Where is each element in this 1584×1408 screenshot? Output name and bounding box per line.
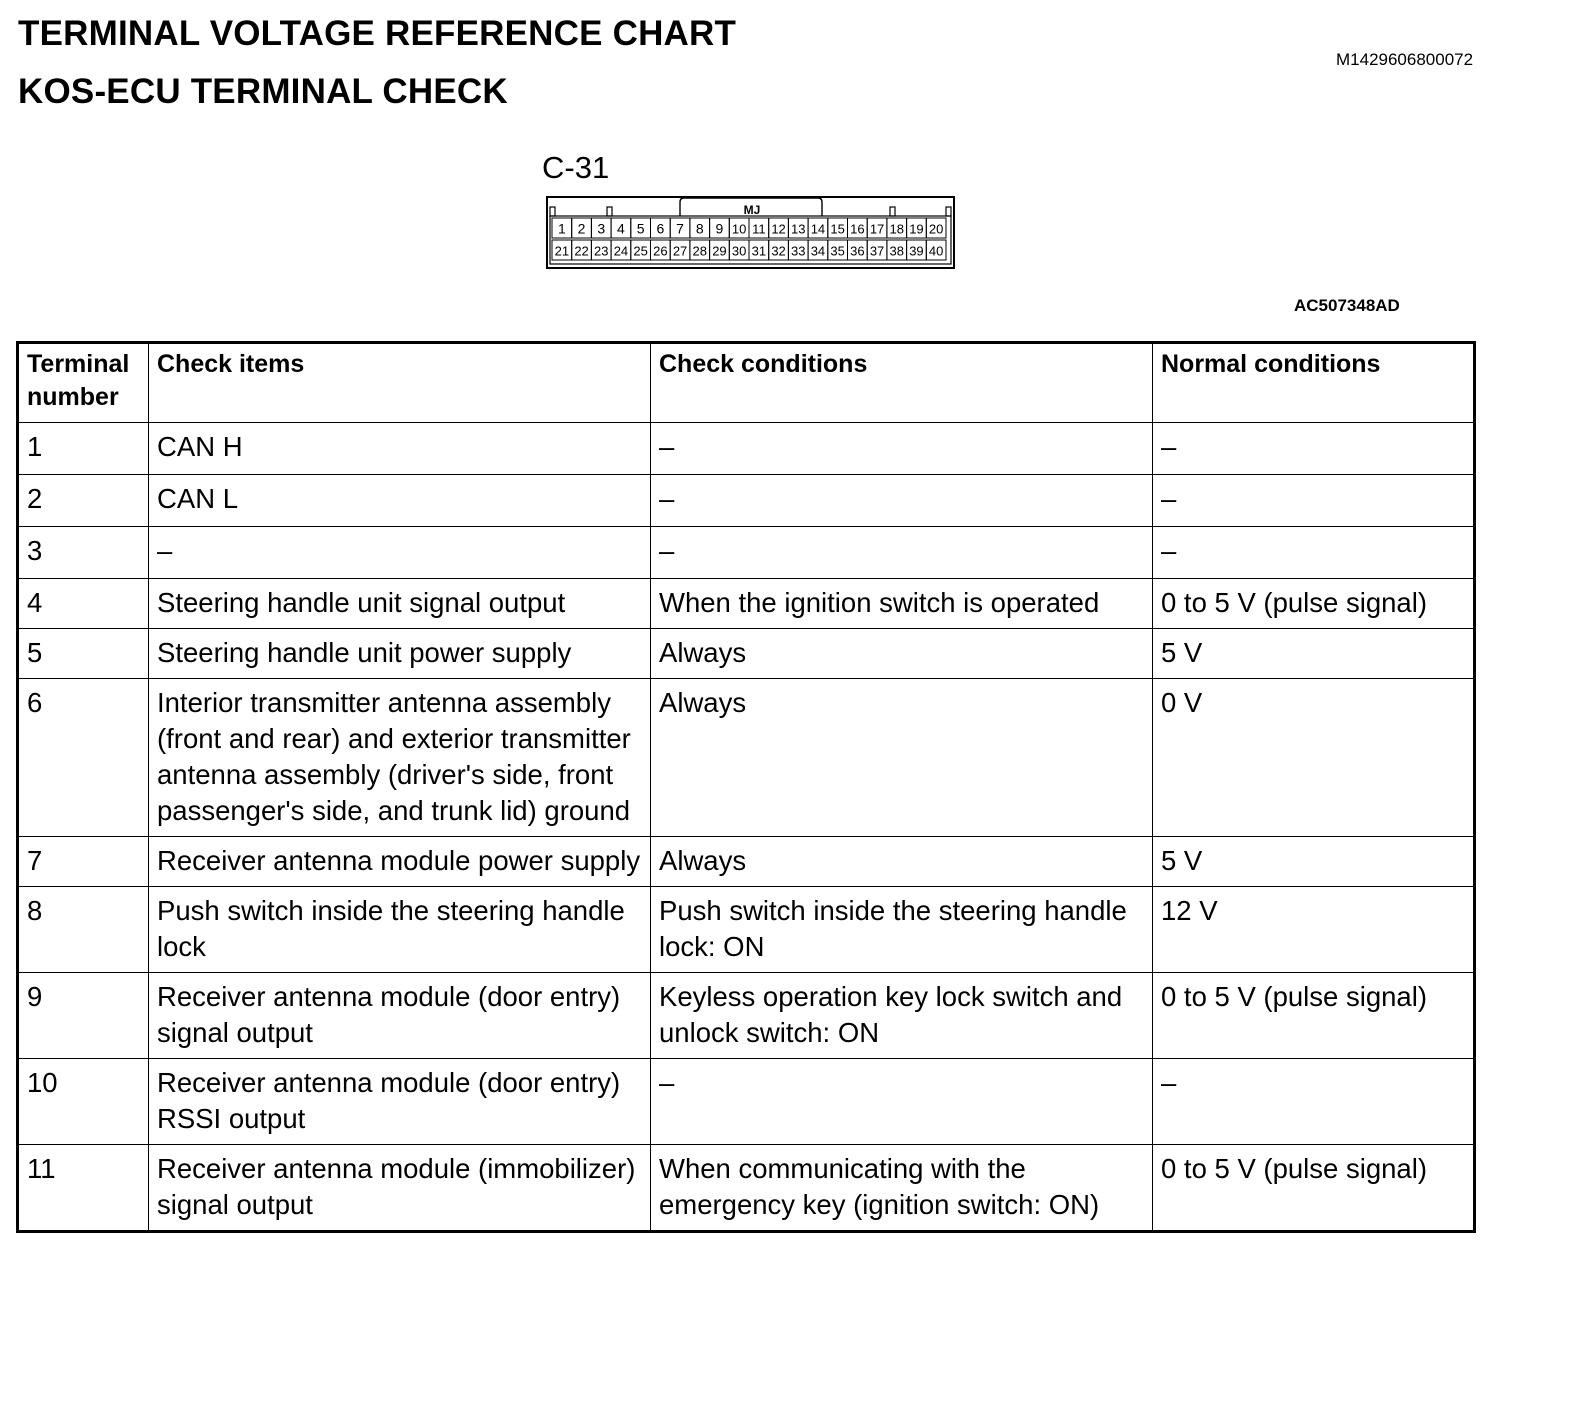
cell-check-item: Receiver antenna module (immobilizer) signal output: [149, 1145, 651, 1232]
cell-terminal: 9: [18, 973, 149, 1059]
connector-mark: MJ: [743, 203, 761, 217]
cell-check-condition: When communicating with the emergency key (ignition switch: ON): [651, 1145, 1153, 1232]
table-row: [18, 679, 1475, 837]
cell-check-item: Push switch inside the steering handle lock: [149, 887, 651, 973]
cell-check-condition: Keyless operation key lock switch and unlock switch: ON: [651, 973, 1153, 1059]
cell-terminal: 11: [18, 1145, 149, 1232]
connector-pin-number: 13: [791, 221, 806, 237]
connector-pin-number: 4: [617, 220, 625, 237]
table-row: [18, 527, 1475, 579]
cell-check-condition: When the ignition switch is operated: [651, 579, 1153, 629]
cell-check-item: –: [149, 527, 651, 579]
connector-pin-number: 21: [554, 243, 570, 259]
cell-normal-condition: –: [1153, 423, 1475, 475]
cell-check-item: Receiver antenna module power supply: [149, 837, 651, 887]
connector-pin-number: 28: [692, 243, 707, 259]
page-title: TERMINAL VOLTAGE REFERENCE CHART: [18, 14, 737, 53]
cell-terminal: 1: [18, 423, 149, 475]
cell-check-item: Steering handle unit power supply: [149, 629, 651, 679]
header-check-items: Check items: [149, 343, 651, 423]
connector-pin-number: 31: [751, 243, 767, 259]
table-row: [18, 475, 1475, 527]
cell-check-item: Receiver antenna module (door entry) RSSI output: [149, 1059, 651, 1145]
cell-normal-condition: –: [1153, 1059, 1475, 1145]
cell-normal-condition: 0 to 5 V (pulse signal): [1153, 1145, 1475, 1232]
cell-normal-condition: 12 V: [1153, 887, 1475, 973]
cell-check-condition: Always: [651, 679, 1153, 837]
connector-pin-number: 1: [557, 220, 566, 237]
connector-pin-number: 24: [613, 243, 629, 259]
cell-normal-condition: 0 to 5 V (pulse signal): [1153, 579, 1475, 629]
header-check-conditions: Check conditions: [651, 343, 1153, 423]
cell-terminal: 7: [18, 837, 149, 887]
connector-pin-number: 23: [594, 243, 609, 259]
connector-pin-number: 32: [771, 243, 786, 259]
page-subtitle: KOS-ECU TERMINAL CHECK: [18, 72, 508, 111]
connector-pin-number: 29: [712, 243, 727, 259]
table-row: [18, 423, 1475, 475]
connector-pin-number: 2: [577, 220, 586, 237]
header-terminal: Terminal number: [18, 343, 149, 423]
terminal-table: [16, 341, 1476, 1233]
terminal-table-container: [16, 341, 1476, 1233]
figure-id: AC507348AD: [1294, 296, 1400, 315]
cell-terminal: 10: [18, 1059, 149, 1145]
connector-pin-number: 15: [830, 221, 845, 237]
connector-pin-number: 34: [810, 243, 826, 259]
table-row: [18, 1145, 1475, 1232]
cell-check-condition: –: [651, 475, 1153, 527]
cell-check-item: Receiver antenna module (door entry) signal output: [149, 973, 651, 1059]
connector-pin-number: 9: [715, 220, 724, 237]
connector-pin-number: 35: [830, 243, 845, 259]
connector-pin-number: 30: [731, 243, 747, 259]
connector-label: C-31: [542, 150, 610, 185]
table-row: [18, 579, 1475, 629]
connector-pin-number: 11: [752, 221, 766, 237]
connector-pin-number: 22: [574, 243, 589, 259]
connector-pin-number: 16: [850, 221, 865, 237]
cell-check-condition: Push switch inside the steering handle lock: ON: [651, 887, 1153, 973]
cell-check-condition: Always: [651, 837, 1153, 887]
connector-pin-number: 36: [850, 243, 865, 259]
cell-check-condition: Always: [651, 629, 1153, 679]
connector-pin-number: 40: [928, 243, 944, 259]
connector-pin-number: 3: [597, 220, 606, 237]
connector-pin-number: 10: [731, 221, 747, 237]
connector-pin-number: 12: [771, 221, 786, 237]
table-row: [18, 973, 1475, 1059]
header-normal-conditions: Normal conditions: [1153, 343, 1475, 423]
cell-check-condition: –: [651, 527, 1153, 579]
connector-pin-number: 38: [889, 243, 904, 259]
connector-pin-number: 14: [810, 221, 826, 237]
connector-pin-number: 20: [928, 221, 944, 237]
cell-normal-condition: 5 V: [1153, 837, 1475, 887]
connector-pin-number: 25: [633, 243, 648, 259]
connector-pin-number: 8: [695, 220, 704, 237]
cell-check-condition: –: [651, 423, 1153, 475]
connector-pin-number: 17: [869, 221, 885, 237]
connector-pin-number: 19: [909, 221, 924, 237]
cell-check-item: CAN L: [149, 475, 651, 527]
table-row: [18, 629, 1475, 679]
table-header-row: [18, 343, 1475, 423]
cell-check-item: Interior transmitter antenna assembly (front and rear) and exterior transmitter antenna assembly (driver's side, front passenger's side, and trunk lid) ground: [149, 679, 651, 837]
connector-pin-number: 27: [672, 243, 688, 259]
connector-pin-number: 18: [889, 221, 904, 237]
table-row: [18, 837, 1475, 887]
cell-terminal: 2: [18, 475, 149, 527]
cell-normal-condition: 0 V: [1153, 679, 1475, 837]
cell-terminal: 3: [18, 527, 149, 579]
connector-diagram: [546, 196, 956, 270]
connector-pin-number: 39: [909, 243, 924, 259]
cell-check-condition: –: [651, 1059, 1153, 1145]
table-row: [18, 887, 1475, 973]
document-id: M1429606800072: [1336, 50, 1474, 69]
cell-normal-condition: 5 V: [1153, 629, 1475, 679]
cell-terminal: 4: [18, 579, 149, 629]
connector-pin-number: 6: [656, 220, 665, 237]
cell-normal-condition: –: [1153, 527, 1475, 579]
cell-normal-condition: –: [1153, 475, 1475, 527]
cell-terminal: 6: [18, 679, 149, 837]
connector-pin-number: 26: [653, 243, 668, 259]
connector-pin-number: 37: [869, 243, 885, 259]
connector-pin-number: 33: [791, 243, 806, 259]
connector-pin-number: 7: [676, 220, 684, 237]
table-row: [18, 1059, 1475, 1145]
cell-check-item: Steering handle unit signal output: [149, 579, 651, 629]
cell-normal-condition: 0 to 5 V (pulse signal): [1153, 973, 1475, 1059]
cell-terminal: 8: [18, 887, 149, 973]
cell-terminal: 5: [18, 629, 149, 679]
connector-pin-number: 5: [636, 220, 645, 237]
cell-check-item: CAN H: [149, 423, 651, 475]
